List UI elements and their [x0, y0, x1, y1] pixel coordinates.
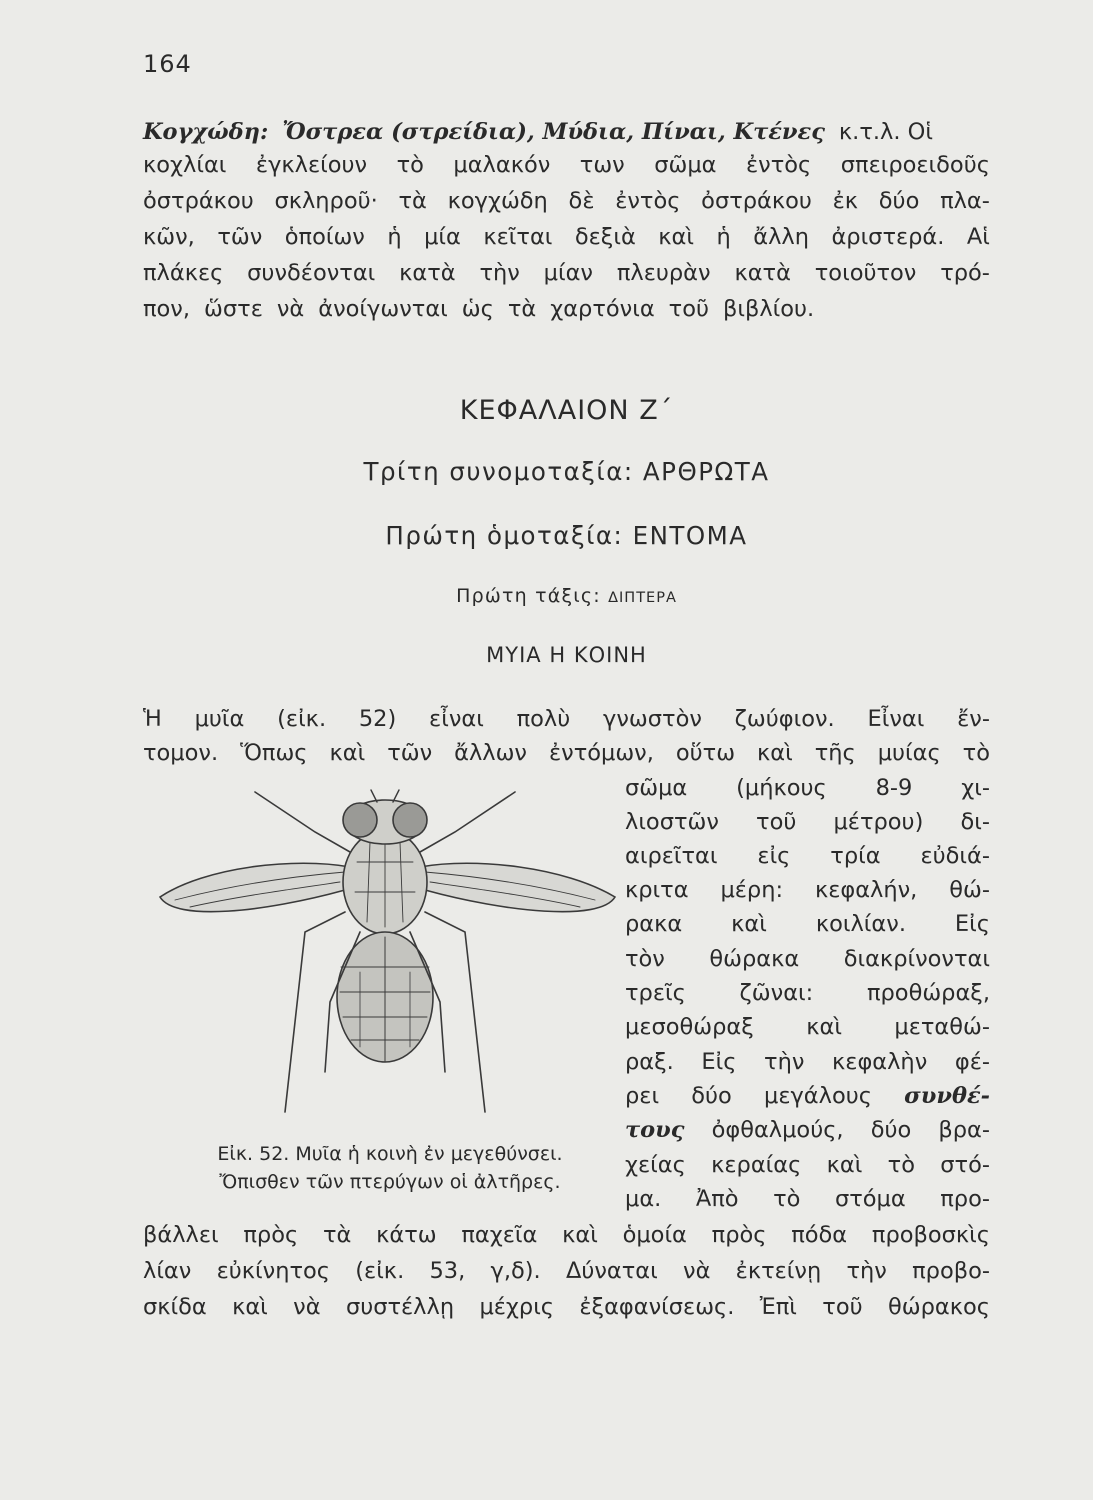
word: τὸ — [773, 1186, 801, 1212]
word: μα. — [625, 1186, 662, 1212]
word: μεγάλους — [764, 1083, 872, 1109]
column-line — [625, 978, 990, 1009]
word: εἰς — [757, 843, 791, 869]
word: ρακα — [625, 911, 683, 937]
word: Αἱ — [966, 224, 990, 250]
word: κῶν, — [143, 224, 195, 250]
word: 53, — [429, 1258, 466, 1284]
word: γ,δ). — [490, 1258, 541, 1284]
word: δὲ — [568, 188, 595, 214]
word: κοχλίαι — [143, 152, 227, 178]
word: 8-9 — [875, 775, 913, 801]
body-line — [143, 704, 990, 735]
word: κογχώδη — [447, 188, 548, 214]
column-line — [625, 875, 990, 906]
word: τὰ — [398, 188, 427, 214]
word: μία — [424, 224, 461, 250]
word: καὶ — [329, 740, 366, 766]
word: σκληροῦ· — [274, 188, 378, 214]
intro-line-1 — [143, 117, 990, 148]
word: τὴν — [479, 260, 520, 286]
word: τῶν — [217, 224, 263, 250]
word: χι- — [961, 775, 990, 801]
housefly-illustration — [145, 772, 625, 1152]
word: γνωστὸν — [603, 706, 702, 732]
word: τῆς — [814, 740, 856, 766]
word: μεταθώ- — [894, 1014, 990, 1040]
subphylum-label: Τρίτη συνομοταξία: — [363, 457, 634, 486]
class-label: Πρώτη ὁμοταξία: — [385, 521, 624, 550]
word: τὸ — [887, 1152, 915, 1178]
intro-rest: κ.τ.λ. Οἱ — [838, 119, 933, 145]
word: κεφαλὴν — [832, 1049, 928, 1075]
word: ρει — [625, 1083, 660, 1109]
word: σῶμα — [625, 775, 688, 801]
word: μεσοθώραξ — [625, 1014, 754, 1040]
word: ἔν- — [957, 706, 990, 732]
word: σπειροειδοῦς — [840, 152, 990, 178]
right-wing — [420, 863, 615, 911]
intro-examples: Ὄστρεα (στρείδια), Μύδια, Πίναι, Κτένες — [282, 119, 825, 145]
word: μέτρου) — [833, 809, 924, 835]
word: σκίδα — [143, 1294, 207, 1320]
column-line — [625, 773, 990, 804]
word: ὀστράκου — [143, 188, 254, 214]
word: πρὸς — [711, 1222, 767, 1248]
left-eye — [343, 803, 377, 837]
word: τρεῖς — [625, 980, 686, 1006]
word: καὶ — [232, 1294, 268, 1320]
word: τρό- — [940, 260, 990, 286]
word: εἶναι — [429, 706, 484, 732]
word: Ἡ — [143, 706, 162, 732]
word: πλευρὰν — [616, 260, 711, 286]
subphylum-name: ΑΡΘΡΩΤΑ — [642, 457, 770, 486]
word: πόδα — [791, 1222, 848, 1248]
word: κοιλίαν. — [815, 911, 906, 937]
word: λιοστῶν — [625, 809, 719, 835]
word: προθώραξ, — [866, 980, 990, 1006]
word: πλα- — [940, 188, 990, 214]
word: βάλλει — [143, 1222, 219, 1248]
word: κριτα — [625, 877, 689, 903]
word: μυίας — [877, 740, 941, 766]
word: πλάκες — [143, 260, 224, 286]
intro-line — [143, 294, 990, 325]
word: φέ- — [954, 1049, 990, 1075]
class-name: ΕΝΤΟΜΑ — [632, 521, 748, 550]
word: τῶν — [387, 740, 433, 766]
intro-line — [143, 150, 990, 181]
word: τοῦ — [668, 296, 709, 322]
word: μαλακόν — [453, 152, 551, 178]
body-line — [143, 1292, 990, 1323]
word: κάτω — [376, 1222, 437, 1248]
word: ἐκτείνῃ — [735, 1258, 822, 1284]
word: τὴν — [764, 1049, 805, 1075]
word: τοῦ — [756, 809, 797, 835]
word: δεξιὰ — [574, 224, 636, 250]
word: (εἰκ. — [355, 1258, 405, 1284]
column-line — [625, 1047, 990, 1078]
column-line — [625, 841, 990, 872]
word: κεῖται — [483, 224, 553, 250]
word: πρὸς — [243, 1222, 299, 1248]
right-eye — [393, 803, 427, 837]
order-heading — [143, 585, 990, 607]
word: χαρτόνια — [550, 296, 655, 322]
word: θώρακα — [709, 946, 800, 972]
word: μίαν — [543, 260, 594, 286]
intro-line — [143, 186, 990, 217]
word: νὰ — [683, 1258, 711, 1284]
page-number: 164 — [143, 50, 192, 78]
word: καὶ — [658, 224, 694, 250]
word: δύο — [878, 188, 920, 214]
word: συστέλλῃ — [345, 1294, 455, 1320]
word: τοιοῦτον — [814, 260, 917, 286]
word: (μήκους — [736, 775, 827, 801]
word: τὴν — [846, 1258, 887, 1284]
word: νὰ — [293, 1294, 321, 1320]
word: τὰ — [507, 296, 537, 322]
word: βρα- — [938, 1117, 990, 1143]
order-name: ΔΙΠΤΕΡΑ — [608, 590, 677, 606]
word: (εἰκ. — [277, 706, 327, 732]
word: μυῖα — [194, 706, 245, 732]
word: Εἰς — [954, 911, 990, 937]
word: ἐκ — [832, 188, 859, 214]
word: προβοσκὶς — [871, 1222, 990, 1248]
intro-lead: Κογχώδη: — [143, 119, 269, 145]
figure-caption-line-1: Εἰκ. 52. Μυῖα ἡ κοινὴ ἐν μεγεθύνσει. — [217, 1143, 563, 1165]
word: ἐντόμων, — [548, 740, 654, 766]
word: Εἰς — [701, 1049, 737, 1075]
word: ἀριστερά. — [831, 224, 945, 250]
column-line — [625, 807, 990, 838]
word: εὐδιά- — [920, 843, 990, 869]
word: χείας — [625, 1152, 686, 1178]
word: τους — [625, 1117, 685, 1143]
figure-caption-line-2: Ὄπισθεν τῶν πτερύγων οἱ ἀλτῆρες. — [219, 1171, 561, 1193]
word: καὶ — [826, 1152, 863, 1178]
word: διακρίνονται — [843, 946, 990, 972]
column-line — [625, 1184, 990, 1215]
word: καὶ — [757, 740, 793, 766]
word: 52) — [358, 706, 397, 732]
chapter-heading: ΚΕΦΑΛΑΙΟΝ Ζ΄ — [459, 395, 674, 426]
word: σῶμα — [654, 152, 717, 178]
word: των — [579, 152, 625, 178]
column-line — [625, 1081, 990, 1112]
column-line — [625, 944, 990, 975]
intro-line — [143, 222, 990, 253]
word: κεφαλήν, — [814, 877, 918, 903]
word: πολὺ — [516, 706, 571, 732]
word: προβο- — [912, 1258, 990, 1284]
word: τοῦ — [822, 1294, 863, 1320]
word: βιβλίου. — [723, 296, 815, 322]
word: ἄλλη — [753, 224, 809, 250]
word: ὀστράκου — [701, 188, 812, 214]
word: πον, — [143, 296, 191, 322]
word: ἡ — [387, 224, 402, 250]
column-line — [625, 909, 990, 940]
word: καὶ — [562, 1222, 598, 1248]
word: λίαν — [143, 1258, 192, 1284]
word: στό- — [940, 1152, 990, 1178]
word: ζωύφιον. — [734, 706, 835, 732]
word: ἀνοίγωνται — [318, 296, 448, 322]
word: Δύναται — [565, 1258, 658, 1284]
body-line — [143, 1256, 990, 1287]
word: κατὰ — [734, 260, 791, 286]
column-line — [625, 1150, 990, 1181]
word: Ἀπὸ — [695, 1186, 739, 1212]
word: θώρακος — [887, 1294, 990, 1320]
class-heading — [143, 521, 990, 550]
word: κατὰ — [399, 260, 456, 286]
word: αιρεῖται — [625, 843, 718, 869]
word: συνθέ- — [904, 1083, 990, 1109]
word: τομον. — [143, 740, 219, 766]
word: ὡς — [461, 296, 494, 322]
order-label: Πρώτη τάξις: — [456, 585, 601, 607]
left-wing — [160, 863, 350, 911]
word: ζῶναι: — [739, 980, 814, 1006]
word: καὶ — [731, 911, 767, 937]
word: μέχρις — [479, 1294, 555, 1320]
species-heading: ΜΥΙΑ Η ΚΟΙΝΗ — [486, 643, 647, 667]
word: στόμα — [834, 1186, 906, 1212]
word: ραξ. — [625, 1049, 674, 1075]
word: δύο — [870, 1117, 912, 1143]
word: προ- — [940, 1186, 990, 1212]
word: τὸν — [625, 946, 665, 972]
word: Ὅπως — [240, 740, 308, 766]
subphylum-heading — [143, 457, 990, 486]
word: νὰ — [276, 296, 305, 322]
intro-line — [143, 258, 990, 289]
column-line — [625, 1115, 990, 1146]
word: ὥστε — [204, 296, 263, 322]
word: Ἐπὶ — [759, 1294, 797, 1320]
word: ἐξαφανίσεως. — [579, 1294, 735, 1320]
word: τὰ — [322, 1222, 352, 1248]
word: τὸ — [962, 740, 990, 766]
word: συνδέονται — [247, 260, 376, 286]
word: ὁμοία — [622, 1222, 687, 1248]
word: ὀφθαλμούς, — [711, 1117, 844, 1143]
word: ὁποίων — [284, 224, 365, 250]
fly-drawing — [160, 790, 615, 1112]
word: θώ- — [949, 877, 990, 903]
word: Εἶναι — [867, 706, 925, 732]
body-line — [143, 1220, 990, 1251]
word: δι- — [960, 809, 990, 835]
word: δύο — [691, 1083, 732, 1109]
word: ἐντὸς — [746, 152, 812, 178]
word: οὕτω — [675, 740, 736, 766]
word: καὶ — [806, 1014, 842, 1040]
word: ἄλλων — [454, 740, 527, 766]
word: μέρη: — [720, 877, 784, 903]
word: ἐντὸς — [615, 188, 681, 214]
word: τὸ — [396, 152, 424, 178]
column-line — [625, 1012, 990, 1043]
word: ἐγκλείουν — [255, 152, 368, 178]
word: εὐκίνητος — [216, 1258, 330, 1284]
word: παχεῖα — [461, 1222, 538, 1248]
word: τρία — [830, 843, 881, 869]
word: ἡ — [716, 224, 731, 250]
body-line — [143, 738, 990, 769]
word: κεραίας — [711, 1152, 802, 1178]
